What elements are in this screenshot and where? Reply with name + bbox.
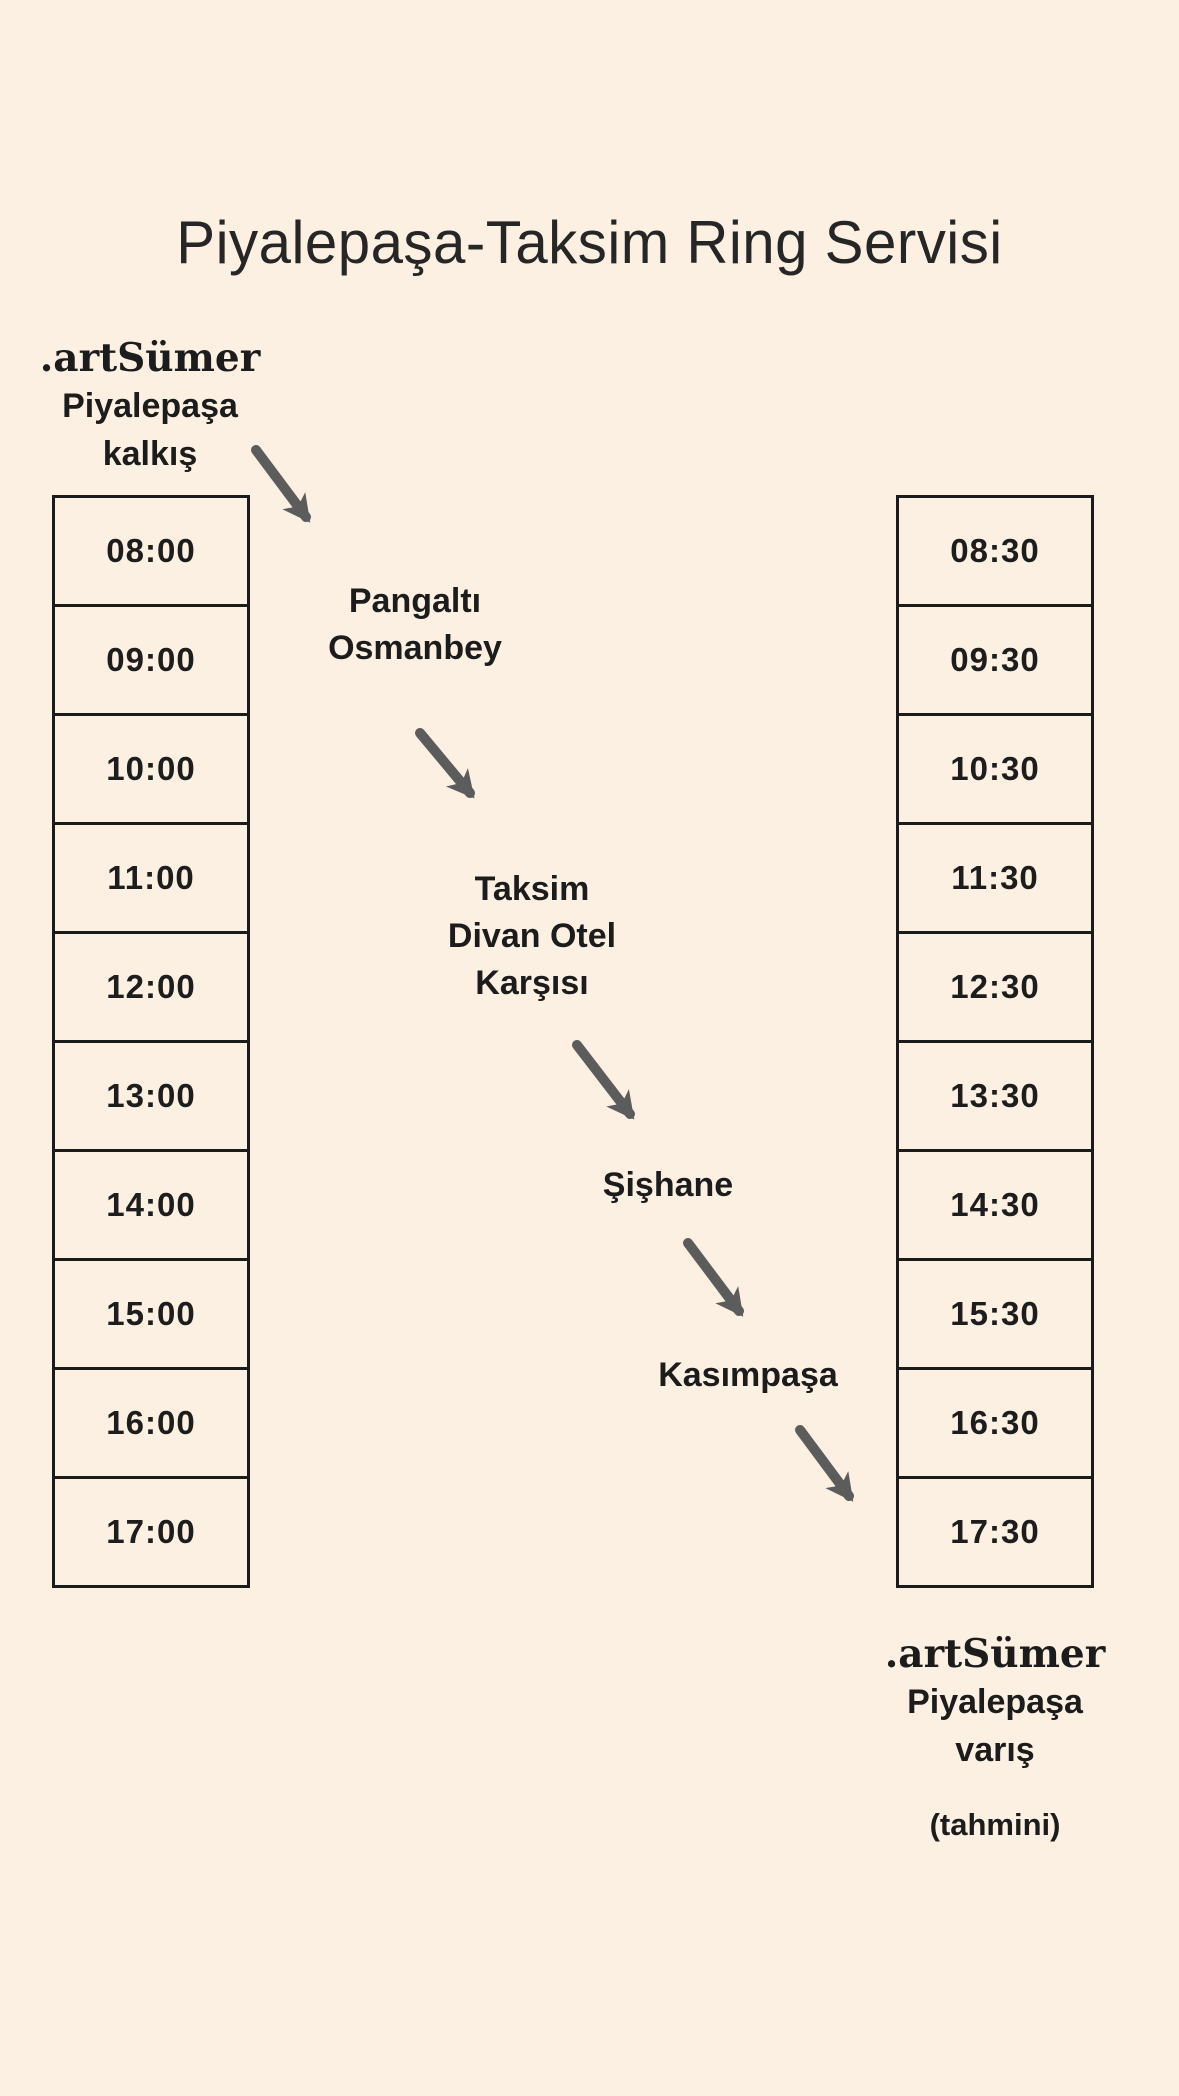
arrival-time-cell: 10:30 bbox=[899, 716, 1091, 825]
brand-name: .artSümer bbox=[884, 1631, 1106, 1677]
route-arrow-icon bbox=[577, 1045, 630, 1114]
stop-line: Pangaltı bbox=[348, 582, 482, 620]
departure-time-cell: 14:00 bbox=[55, 1152, 247, 1261]
arrival-estimate-note: (tahmini) bbox=[929, 1807, 1061, 1842]
arrival-place: Piyalepaşa bbox=[907, 1683, 1083, 1721]
departure-time-cell: 09:00 bbox=[55, 607, 247, 716]
departure-time-cell: 17:00 bbox=[106, 1513, 196, 1550]
route-arrow-icon bbox=[420, 733, 470, 793]
departure-time-cell: 16:00 bbox=[55, 1370, 247, 1479]
arrival-time-cell: 08:30 bbox=[899, 498, 1091, 607]
departure-place: Piyalepaşa bbox=[62, 387, 238, 425]
departure-direction: kalkış bbox=[102, 435, 198, 473]
arrival-time-cell: 12:30 bbox=[899, 934, 1091, 1043]
departure-time-cell: 12:00 bbox=[55, 934, 247, 1043]
departure-time-cell: 11:00 bbox=[55, 825, 247, 934]
departure-time-cell: 15:00 bbox=[55, 1261, 247, 1370]
stop-line: Divan Otel bbox=[447, 917, 617, 955]
route-arrow-icon bbox=[688, 1243, 739, 1311]
stop-line: Şişhane bbox=[602, 1166, 734, 1204]
departure-time-cell: 10:00 bbox=[55, 716, 247, 825]
departure-header bbox=[30, 334, 270, 478]
route-arrow-icon bbox=[800, 1430, 849, 1496]
arrival-times-table bbox=[896, 495, 1094, 1588]
departure-times-table bbox=[52, 495, 250, 1588]
stop-label-sishane bbox=[543, 1162, 793, 1209]
arrival-time-cell: 15:30 bbox=[899, 1261, 1091, 1370]
arrival-header bbox=[870, 1630, 1120, 1849]
arrival-time-cell: 16:30 bbox=[899, 1370, 1091, 1479]
page-title: Piyalepaşa-Taksim Ring Servisi bbox=[176, 209, 1003, 276]
stop-line: Kasımpaşa bbox=[658, 1356, 838, 1394]
arrival-time-cell: 14:30 bbox=[899, 1152, 1091, 1261]
stop-line: Taksim bbox=[474, 870, 590, 908]
arrival-direction: varış bbox=[955, 1731, 1035, 1769]
stop-line: Karşısı bbox=[475, 964, 589, 1002]
arrival-time-cell: 13:30 bbox=[899, 1043, 1091, 1152]
arrival-time-cell: 09:30 bbox=[899, 607, 1091, 716]
departure-time-cell: 13:00 bbox=[55, 1043, 247, 1152]
arrival-time-cell: 11:30 bbox=[899, 825, 1091, 934]
stop-line: Osmanbey bbox=[328, 629, 502, 667]
arrival-time-cell: 17:30 bbox=[950, 1513, 1040, 1550]
departure-time-cell: 08:00 bbox=[55, 498, 247, 607]
stop-label-pangalti-osmanbey bbox=[290, 578, 540, 672]
stop-label-kasimpasa bbox=[623, 1352, 873, 1399]
brand-name: .artSümer bbox=[39, 335, 261, 381]
stop-label-taksim-divan-otel bbox=[407, 866, 657, 1007]
